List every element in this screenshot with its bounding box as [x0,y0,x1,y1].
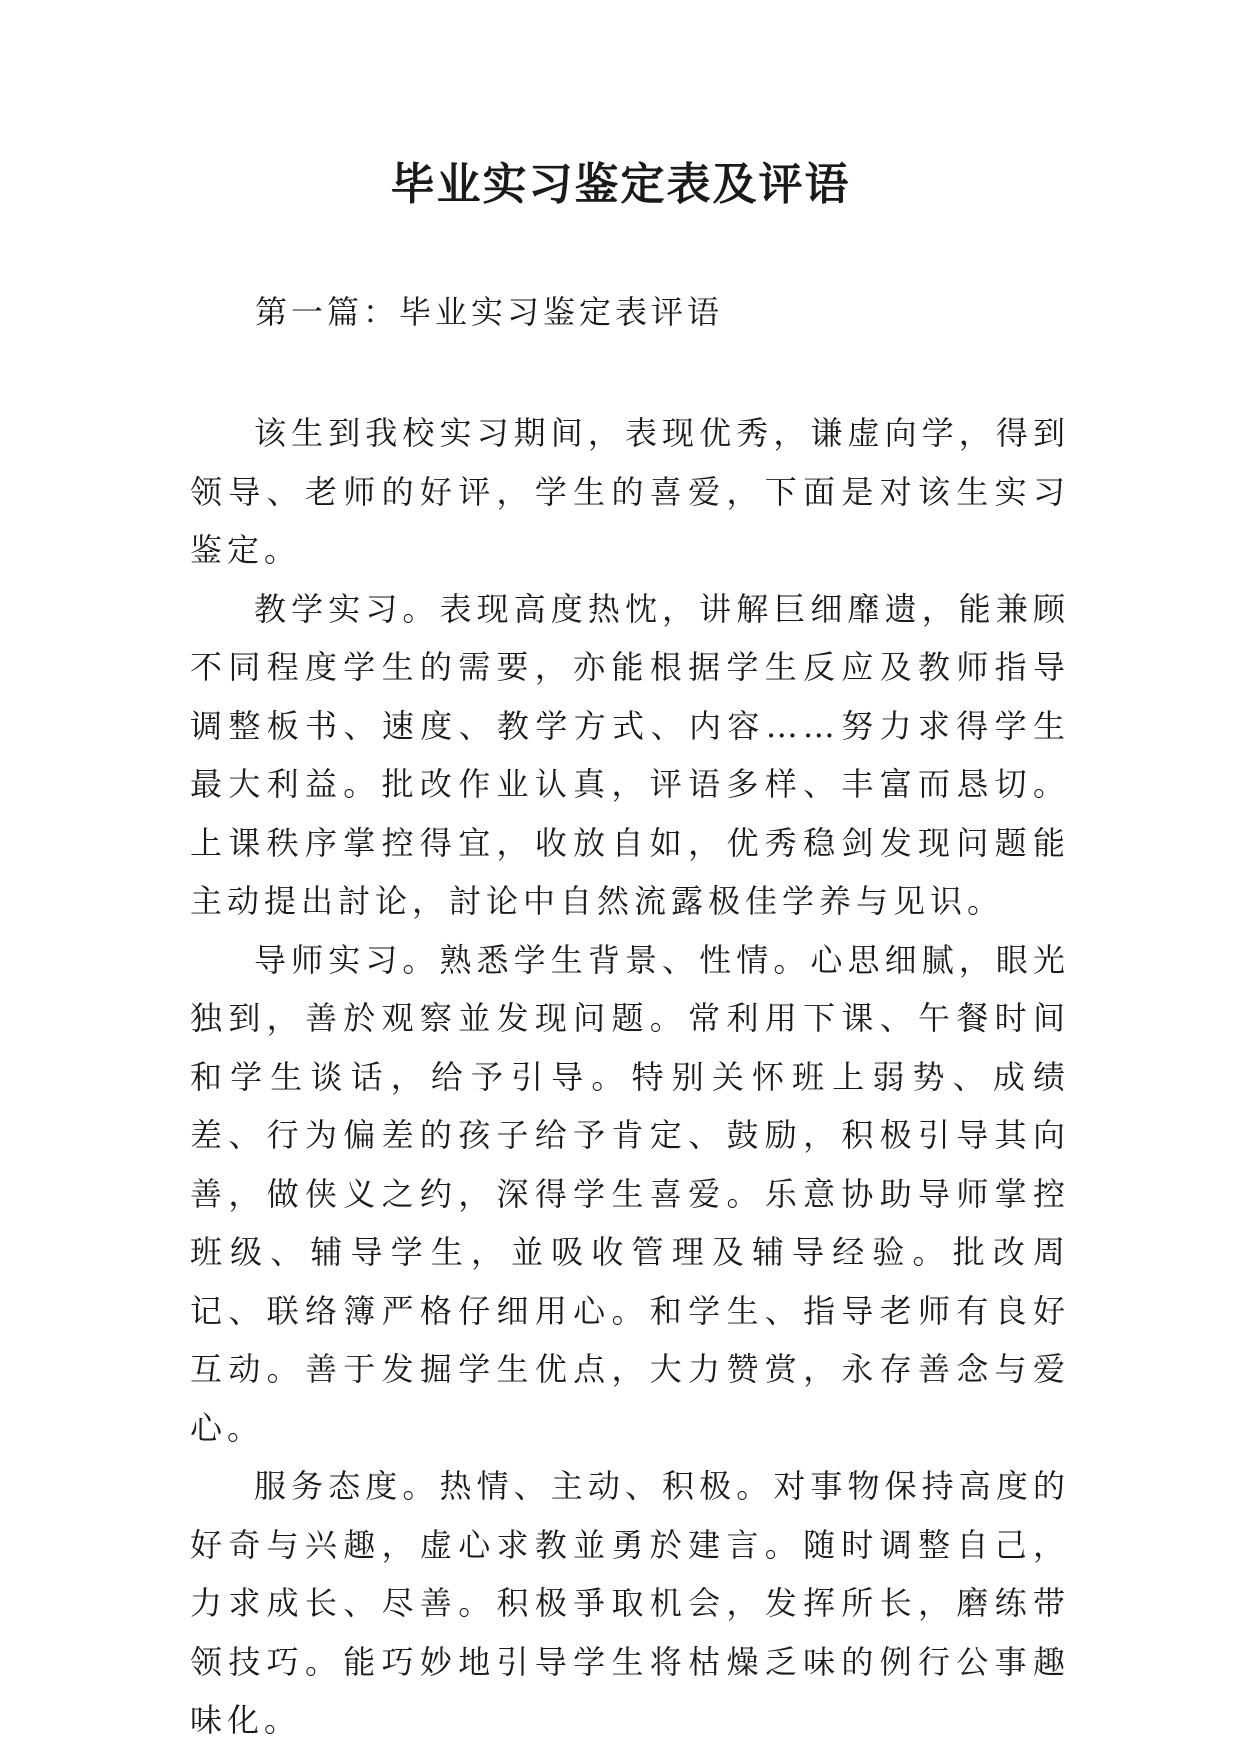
section-heading: 第一篇：毕业实习鉴定表评语 [255,293,724,331]
document-title: 毕业实习鉴定表及评语 [390,159,851,210]
paragraph-teaching: 教学实习。表现高度热忱，讲解巨细靡遗，能兼顾不同程度学生的需要，亦能根据学生反应及教师指导调整板书、速度、教学方式、内容……努力求得学生最大利益。批改作业认真，评语多样、丰富而恳切。上课秩序掌控得宜，收放自如，优秀稳剑发现问题能主动提出討论，討论中自然流露极佳学养与见识。 [190,589,1070,920]
document-body [190,404,1070,1750]
paragraph-intro: 该生到我校实习期间，表现优秀，谦虚向学，得到领导、老师的好评，学生的喜爱，下面是对该生实习鉴定。 [190,414,1070,569]
paragraph-service: 服务态度。热情、主动、积极。对事物保持高度的好奇与兴趣，虚心求教並勇於建言。随时调整自己，力求成长、尽善。积极爭取机会，发挥所长，磨练带领技巧。能巧妙地引导学生将枯燥乏味的例行公事趣味化。 [190,1467,1070,1739]
paragraph-mentor: 导师实习。熟悉学生背景、性情。心思细腻，眼光独到，善於观察並发现问题。常利用下课、午餐时间和学生谈话，给予引导。特别关怀班上弱势、成绩差、行为偏差的孩子给予肯定、鼓励，积极引导其向善，做侠义之约，深得学生喜爱。乐意协助导师掌控班级、辅导学生，並吸收管理及辅导经验。批改周记、联络簿严格仔细用心。和学生、指导老师有良好互动。善于发掘学生优点，大力赞赏，永存善念与爱心。 [190,940,1070,1447]
